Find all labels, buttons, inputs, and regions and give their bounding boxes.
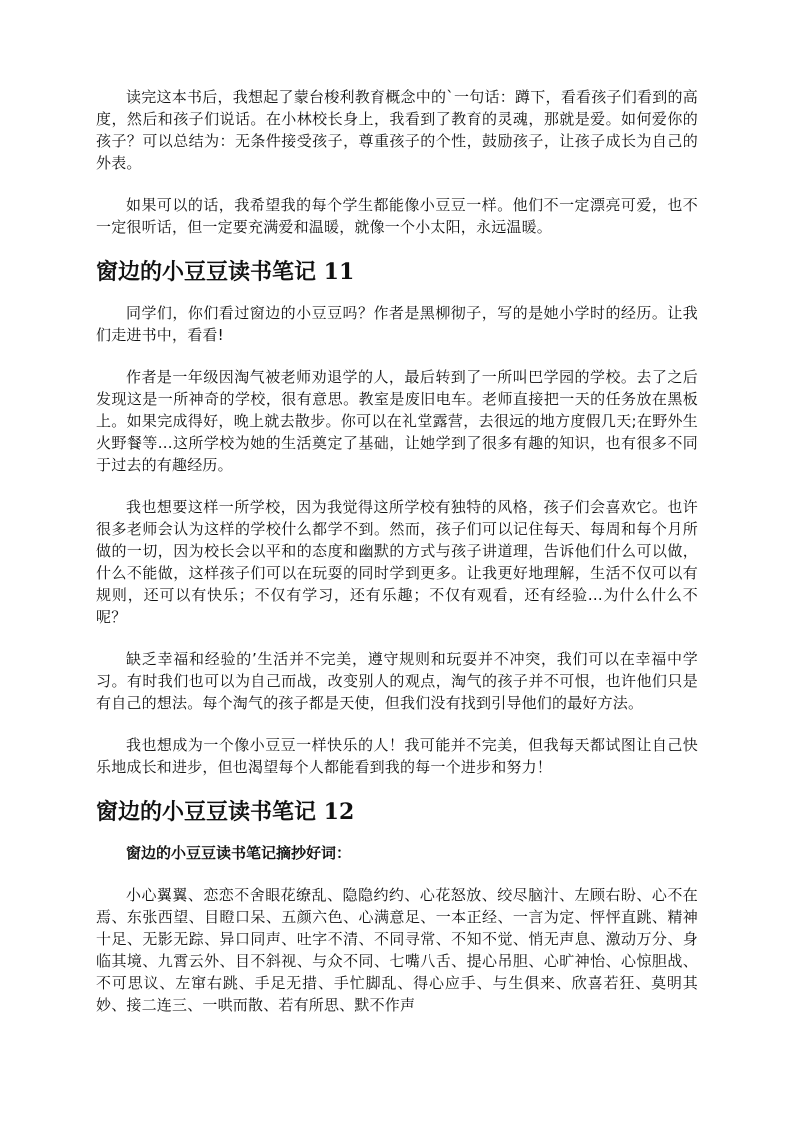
section-11-paragraph-2: 作者是一年级因淘气被老师劝退学的人，最后转到了一所叫巴学园的学校。去了之后发现这是一所神奇的学校，很有意思。教室是废旧电车。老师直接把一天的任务放在黑板上。如果完成得好，晚上就去散步。你可以在礼堂露营，去很远的地方度假几天;在野外生火野餐等...这所学校为她的生活奠定了基础，让她学到了很多有趣的知识，也有很多不同于过去的有趣经历。 <box>96 368 698 474</box>
document-page <box>96 86 698 1036</box>
intro-paragraph-1: 读完这本书后，我想起了蒙台梭利教育概念中的`一句话：蹲下，看看孩子们看到的高度，然后和孩子们说话。在小林校长身上，我看到了教育的灵魂，那就是爱。如何爱你的孩子？可以总结为：无条件接受孩子，尊重孩子的个性，鼓励孩子，让孩子成长为自己的外表。 <box>96 88 698 172</box>
section-11-paragraph-4: 缺乏幸福和经验的’生活并不完美，遵守规则和玩耍并不冲突，我们可以在幸福中学习。有时我们也可以为自己而战，改变别人的观点，淘气的孩子并不可恨，也许他们只是有自己的想法。每个淘气的孩子都是天使，但我们没有找到引导他们的最好方法。 <box>96 650 698 712</box>
section-12-title: 窗边的小豆豆读书笔记 12 <box>96 799 355 825</box>
intro-paragraph-2: 如果可以的话，我希望我的每个学生都能像小豆豆一样。他们不一定漂亮可爱，也不一定很听话，但一定要充满爱和温暖，就像一个小太阳，永远温暖。 <box>96 196 698 236</box>
section-11-title: 窗边的小豆豆读书笔记 11 <box>96 259 355 285</box>
section-12-word-list: 小心翼翼、恋恋不舍眼花缭乱、隐隐约约、心花怒放、绞尽脑汁、左顾右盼、心不在焉、东张西望、目瞪口呆、五颜六色、心满意足、一本正经、一言为定、怦怦直跳、精神十足、无影无踪、异口同声、吐字不清、不同寻常、不知不觉、悄无声息、激动万分、身临其境、九霄云外、目不斜视、与众不同、七嘴八舌、提心吊胆、心旷神怡、心惊胆战、不可思议、左窜右跳、手足无措、手忙脚乱、得心应手、与生俱来、欣喜若狂、莫明其妙、接二连三、一哄而散、若有所思、默不作声 <box>96 886 698 1014</box>
section-11-paragraph-1: 同学们，你们看过窗边的小豆豆吗？作者是黑柳彻子，写的是她小学时的经历。让我们走进书中，看看! <box>96 304 698 344</box>
section-11-paragraph-3: 我也想要这样一所学校，因为我觉得这所学校有独特的风格，孩子们会喜欢它。也许很多老师会认为这样的学校什么都学不到。然而，孩子们可以记住每天、每周和每个月所做的一切，因为校长会以平和的态度和幽默的方式与孩子讲道理，告诉他们什么可以做，什么不能做，这样孩子们可以在玩耍的同时学到更多。让我更好地理解，生活不仅可以有规则，还可以有快乐；不仅有学习，还有乐趣；不仅有观看，还有经验...为什么什么不呢？ <box>96 498 698 626</box>
section-12-lead: 窗边的小豆豆读书笔记摘抄好词： <box>126 844 352 862</box>
section-11-paragraph-5: 我也想成为一个像小豆豆一样快乐的人！我可能并不完美，但我每天都试图让自己快乐地成长和进步，但也渴望每个人都能看到我的每一个进步和努力！ <box>96 736 698 776</box>
